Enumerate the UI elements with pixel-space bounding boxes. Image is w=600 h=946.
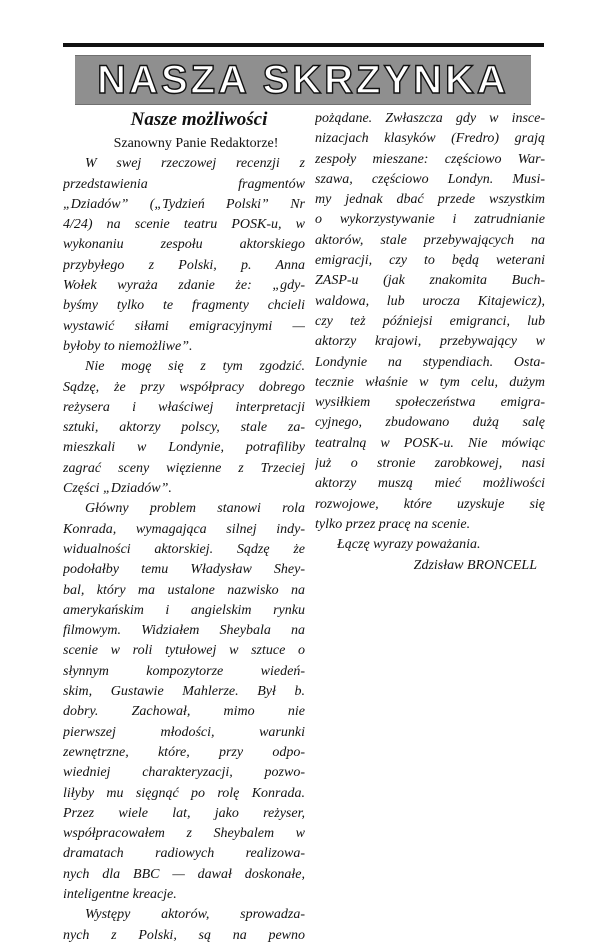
- text-line: wiedniej charakteryzacji, pozwo-: [63, 765, 305, 781]
- text-line: przybyłego z Polski, p. Anna: [63, 257, 305, 273]
- signature: Zdzisław BRONCELL: [413, 557, 537, 573]
- left-column-text: [63, 154, 305, 946]
- text-line: Konrada, wymagająca silnej indy-: [63, 521, 305, 537]
- right-column-text: [315, 109, 545, 556]
- text-line: skim, Gustawie Mahlerze. Był b.: [63, 684, 305, 700]
- text-line: Łączę wyrazy poważania.: [337, 537, 481, 553]
- text-line: 4/24) na scenie teatru POSK-u, w: [63, 217, 305, 233]
- text-line: emigracji, czy to będą weterani: [315, 253, 545, 269]
- text-line: pierwszej młodości, warunki: [63, 724, 305, 740]
- text-line: mieszkali w Londynie, potrafiliby: [63, 440, 305, 456]
- text-line: aktorzy krajowi, przebywający w: [315, 334, 545, 350]
- text-line: widualności aktorskiej. Sądzę że: [63, 541, 305, 557]
- text-line: współpracowałem z Sheybalem w: [63, 826, 305, 842]
- text-line: bal, który ma ustalone nazwisko na: [63, 582, 305, 598]
- text-line: zewnętrzne, które, przy odpo-: [63, 744, 305, 760]
- text-line: Przez wiele lat, jako reżyser,: [63, 805, 305, 821]
- text-line: przedstawienia fragmentów: [63, 176, 305, 192]
- text-line: nizacjach klasyków (Fredro) grają: [315, 131, 545, 147]
- text-line: cyjnego, zbudowano dużą salę: [315, 415, 545, 431]
- text-line: Części „Dziadów”.: [63, 481, 172, 497]
- text-line: teatralną w POSK-u. Nie mówiąc: [315, 435, 545, 451]
- text-line: nych z Polski, są na pewno: [63, 927, 305, 943]
- text-line: ZASP-u (jak znakomita Buch-: [315, 273, 545, 289]
- text-line: amerykańskim i angielskim rynku: [63, 602, 305, 618]
- text-line: Wołek wyraża zdanie że: „gdy-: [63, 278, 305, 294]
- text-line: filmowym. Widziałem Sheybala na: [63, 623, 305, 639]
- text-line: słynnym kompozytorze wiedeń-: [63, 663, 305, 679]
- text-line: tylko przez pracę na scenie.: [315, 516, 471, 532]
- text-line: tecznie właśnie w tym celu, dużym: [315, 374, 545, 390]
- article-headline: Nasze możliwości: [130, 109, 268, 130]
- top-rule: [63, 43, 544, 47]
- right-column: [315, 109, 545, 576]
- text-line: dobry. Zachował, mimo nie: [63, 704, 305, 720]
- text-line: zespoły mieszane: częściowo War-: [315, 151, 545, 167]
- text-line: liłyby mu sięgnąć po rolę Konrada.: [63, 785, 305, 801]
- text-line: waldowa, lub urocza Kitajewicz),: [315, 293, 545, 309]
- text-line: Sądzę, że przy współpracy dobrego: [63, 379, 305, 395]
- text-line: pożądane. Zwłaszcza gdy w insce-: [315, 111, 545, 126]
- text-line: podołałby temu Władysław Shey-: [63, 562, 305, 578]
- text-line: już o stronie zarobkowej, nasi: [315, 456, 545, 472]
- masthead-title: NASZA SKRZYNKA: [97, 58, 509, 102]
- text-line: nych dla BBC — dawał doskonałe,: [63, 866, 305, 882]
- text-line: byśmy tylko te fragmenty chcieli: [63, 298, 305, 314]
- text-line: czy też późniejsi emigranci, lub: [315, 313, 545, 329]
- text-line: dramatach radiowych realizowa-: [63, 846, 305, 862]
- text-line: wysiłkiem społeczeństwa emigra-: [315, 395, 545, 411]
- text-line: Główny problem stanowi rola: [85, 501, 305, 517]
- text-line: Nie mogę się z tym zgodzić.: [85, 359, 305, 375]
- text-line: my jednak dbać przede wszystkim: [315, 192, 545, 208]
- text-line: o wykorzystywanie i zatrudnianie: [315, 212, 545, 228]
- left-column: [63, 109, 305, 946]
- text-line: wystawić siłami emigracyjnymi —: [63, 318, 305, 334]
- text-line: wykonaniu zespołu aktorskiego: [63, 237, 305, 253]
- text-line: Występy aktorów, sprowadza-: [85, 907, 305, 923]
- text-line: sztuki, aktorzy polscy, stale za-: [63, 420, 305, 436]
- text-line: zagrać sceny więzienne z Trzeciej: [63, 460, 305, 476]
- text-line: byłoby to niemożliwe”.: [63, 338, 193, 354]
- text-line: szawa, częściowo Londyn. Musi-: [315, 171, 545, 187]
- text-line: W swej rzeczowej recenzji z: [85, 156, 305, 172]
- text-line: aktorzy muszą mieć możliwości: [315, 476, 545, 492]
- text-line: inteligentne kreacje.: [63, 886, 177, 902]
- text-line: „Dziadów” („Tydzień Polski” Nr: [63, 196, 305, 212]
- text-line: aktorów, stale przebywających na: [315, 232, 545, 248]
- masthead-banner: [75, 55, 531, 105]
- text-line: reżysera i właściwej interpretacji: [63, 399, 305, 415]
- text-line: scenie w roli tytułowej w sztuce o: [63, 643, 305, 659]
- text-line: rozwojowe, które uzyskuje się: [315, 496, 545, 512]
- text-line: Londynie na stypendiach. Osta-: [315, 354, 545, 370]
- salutation: Szanowny Panie Redaktorze!: [113, 136, 279, 151]
